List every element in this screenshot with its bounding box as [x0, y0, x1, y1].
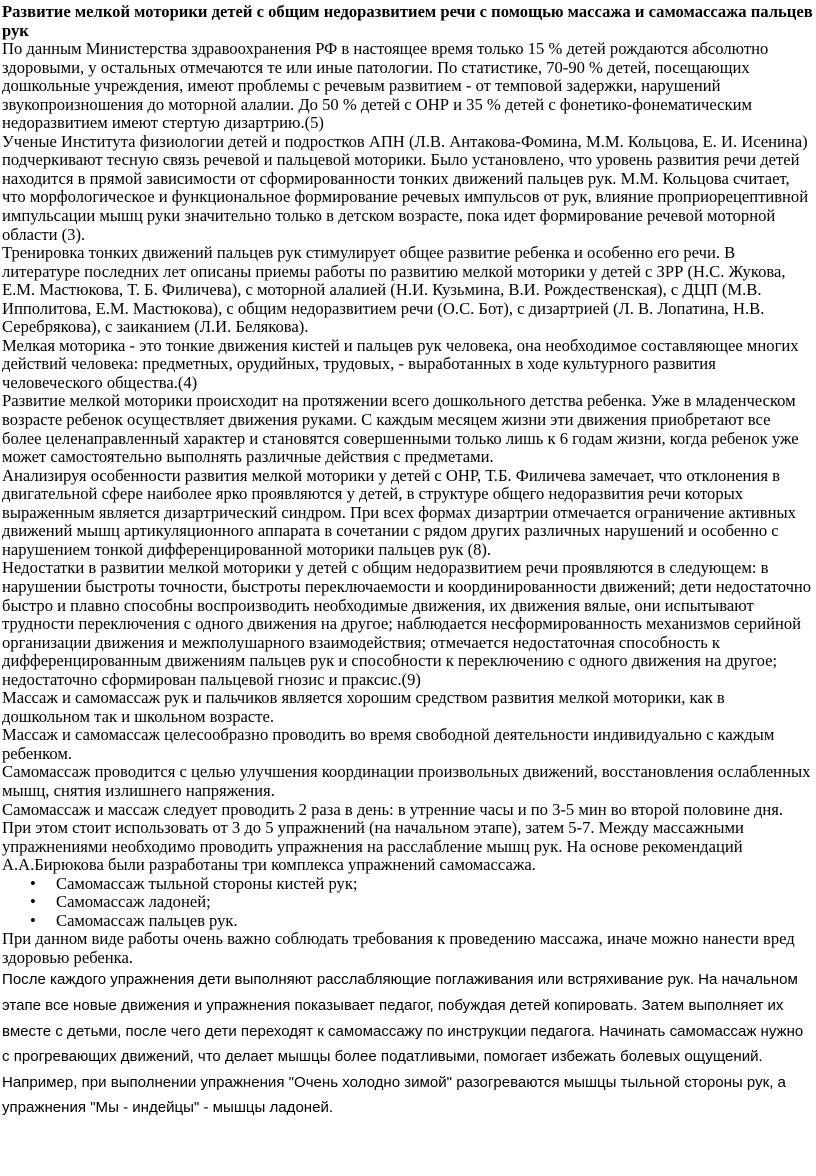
paragraph: По данным Министерства здравоохранения РФ в настоящее время только 15 % детей рождаются абсолютно здоровыми, у остальных отмечаются те или иные патологии. По статистике, 70-90 % детей, посещающих дошкольные учреждения, имеют проблемы с речевым развитием - от темповой задержки, нарушений звукопроизношения до моторной алалии. До 50 % детей с ОНР и 35 % детей с фонетико-фонематическим недоразвитием имеют стертую дизартрию.(5) — [2, 39, 769, 133]
paragraph: Недостатки в развитии мелкой моторики у детей с общим недоразвитием речи проявляются в следующем: в нарушении быстроты точности, быстроты переключаемости и координированности движений; дети недостаточно быстро и плавно способны воспроизводить необходимые движения, их движения вялые, они испытывают трудности переключения с одного движения на другое; наблюдается несформированность механизмов серийной организации движения и межполушарного взаимодействия; отмечается недостаточная способность к дифференцированным движениям пальцев рук и способности к переключению с одного движения на другое; недостаточно сформирован пальцевой гнозис и праксис.(9) — [2, 558, 812, 689]
paragraph: Самомассаж проводится с целью улучшения координации произвольных движений, восстановления ослабленных мышц, снятия излишнего напряжения. — [2, 762, 811, 800]
paragraph: Тренировка тонких движений пальцев рук стимулирует общее развитие ребенка и особенно его речи. В литературе последних лет описаны приемы работы по развитию мелкой моторики у детей с ЗРР (Н.С. Жукова, Е.М. Мастюкова, Т. Б. Филичева), с моторной алалией (Н.И. Кузьмина, В.И. Рождественская), с ДЦП (М.В. Ипполитова, Е.М. Мастюкова), с общим недоразвитием речи (О.С. Бот), с дизартрией (Л. В. Лопатина, Н.В. Серебрякова), с заиканием (Л.И. Белякова). — [2, 243, 786, 337]
paragraph: Развитие мелкой моторики происходит на протяжении всего дошкольного детства ребенка. Уже в младенческом возрасте ребенок осуществляет движения руками. С каждым месяцем жизни эти движения приобретают все более целенаправленный характер и становятся совершенными только лишь к 6 годам жизни, когда ребенок уже может самостоятельно выполнять различные действия с предметами. — [2, 391, 799, 467]
paragraph: Массаж и самомассаж рук и пальчиков является хорошим средством развития мелкой моторики, как в дошкольном так и школьном возрасте. — [2, 688, 725, 726]
list-item — [2, 912, 816, 931]
list-item — [2, 893, 816, 912]
paragraph: Мелкая моторика - это тонкие движения кистей и пальцев рук человека, она необходимое составляющее многих действий человека: предметных, орудийных, трудовых, - выработанных в ходе культурного развития человеческого общества.(4) — [2, 335, 799, 392]
list-item — [2, 875, 816, 894]
bullet-list — [2, 875, 816, 931]
bullet-icon: • — [30, 873, 36, 893]
bullet-icon: • — [30, 910, 36, 930]
list-item-text: Самомассаж пальцев рук. — [56, 910, 238, 930]
list-item-text: Самомассаж ладоней; — [56, 892, 211, 912]
paragraph: Самомассаж и массаж следует проводить 2 раза в день: в утренние часы и по 3-5 мин во второй половине дня. При этом стоит использовать от 3 до 5 упражнений (на начальном этапе), затем 5-7. Между массажными упражнениями необходимо проводить упражнения на расслабление мышц рук. На основе рекомендаций А.А.Бирюкова были разработаны три комплекса упражнений самомассажа. — [2, 799, 784, 875]
document-title: Развитие мелкой моторики детей с общим недоразвитием речи с помощью массажа и самомассажа пальцев рук — [2, 2, 813, 40]
paragraph: Массаж и самомассаж целесообразно проводить во время свободной деятельности индивидуально с каждым ребенком. — [2, 725, 775, 763]
sans-paragraph: После каждого упражнения дети выполняют расслабляющие поглаживания или встряхивание рук. На начальном этапе все новые движения и упражнения показывает педагог, побуждая детей копировать. Затем выполняет их вместе с детьми, после чего дети переходят к самомассажу по инструкции педагога. Начинать самомассаж нужно с прогревающих движений, что делает мышцы более податливыми, помогает избежать болевых ощущений. Например, при выполнении упражнения "Очень холодно зимой" разогреваются мышцы тыльной стороны рук, а упражнения "Мы - индейцы" - мышцы ладоней. — [2, 971, 804, 1117]
paragraph: При данном виде работы очень важно соблюдать требования к проведению массажа, иначе можно нанести вред здоровью ребенка. — [2, 929, 795, 967]
serif-section — [2, 3, 816, 967]
bullet-icon: • — [30, 892, 36, 912]
list-item-text: Самомассаж тыльной стороны кистей рук; — [56, 873, 358, 893]
paragraph: Анализируя особенности развития мелкой моторики у детей с ОНР, Т.Б. Филичева замечает, что отклонения в двигательной сфере наиболее ярко проявляются у детей, в структуре общего недоразвития речи которых выраженным является дизартрический синдром. При всех формах дизартрии отмечается ограничение активных движений мышц артикуляционного аппарата в сочетании с рядом других различных нарушений и особенно с нарушением тонкой дифференцированной моторики пальцев рук (8). — [2, 465, 796, 559]
paragraph: Ученые Института физиологии детей и подростков АПН (Л.В. Антакова-Фомина, М.М. Кольцова, Е. И. Исенина) подчеркивают тесную связь речевой и пальцевой моторики. Было установлено, что уровень развития речи детей находится в прямой зависимости от сформированности тонких движений пальцев рук. М.М. Кольцова считает, что морфологическое и функциональное формирование речевых импульсов от рук, влияние проприорецептивной импульсации мышц руки значительно только в детском возрасте, пока идет формирование речевой моторной области (3). — [2, 131, 809, 244]
